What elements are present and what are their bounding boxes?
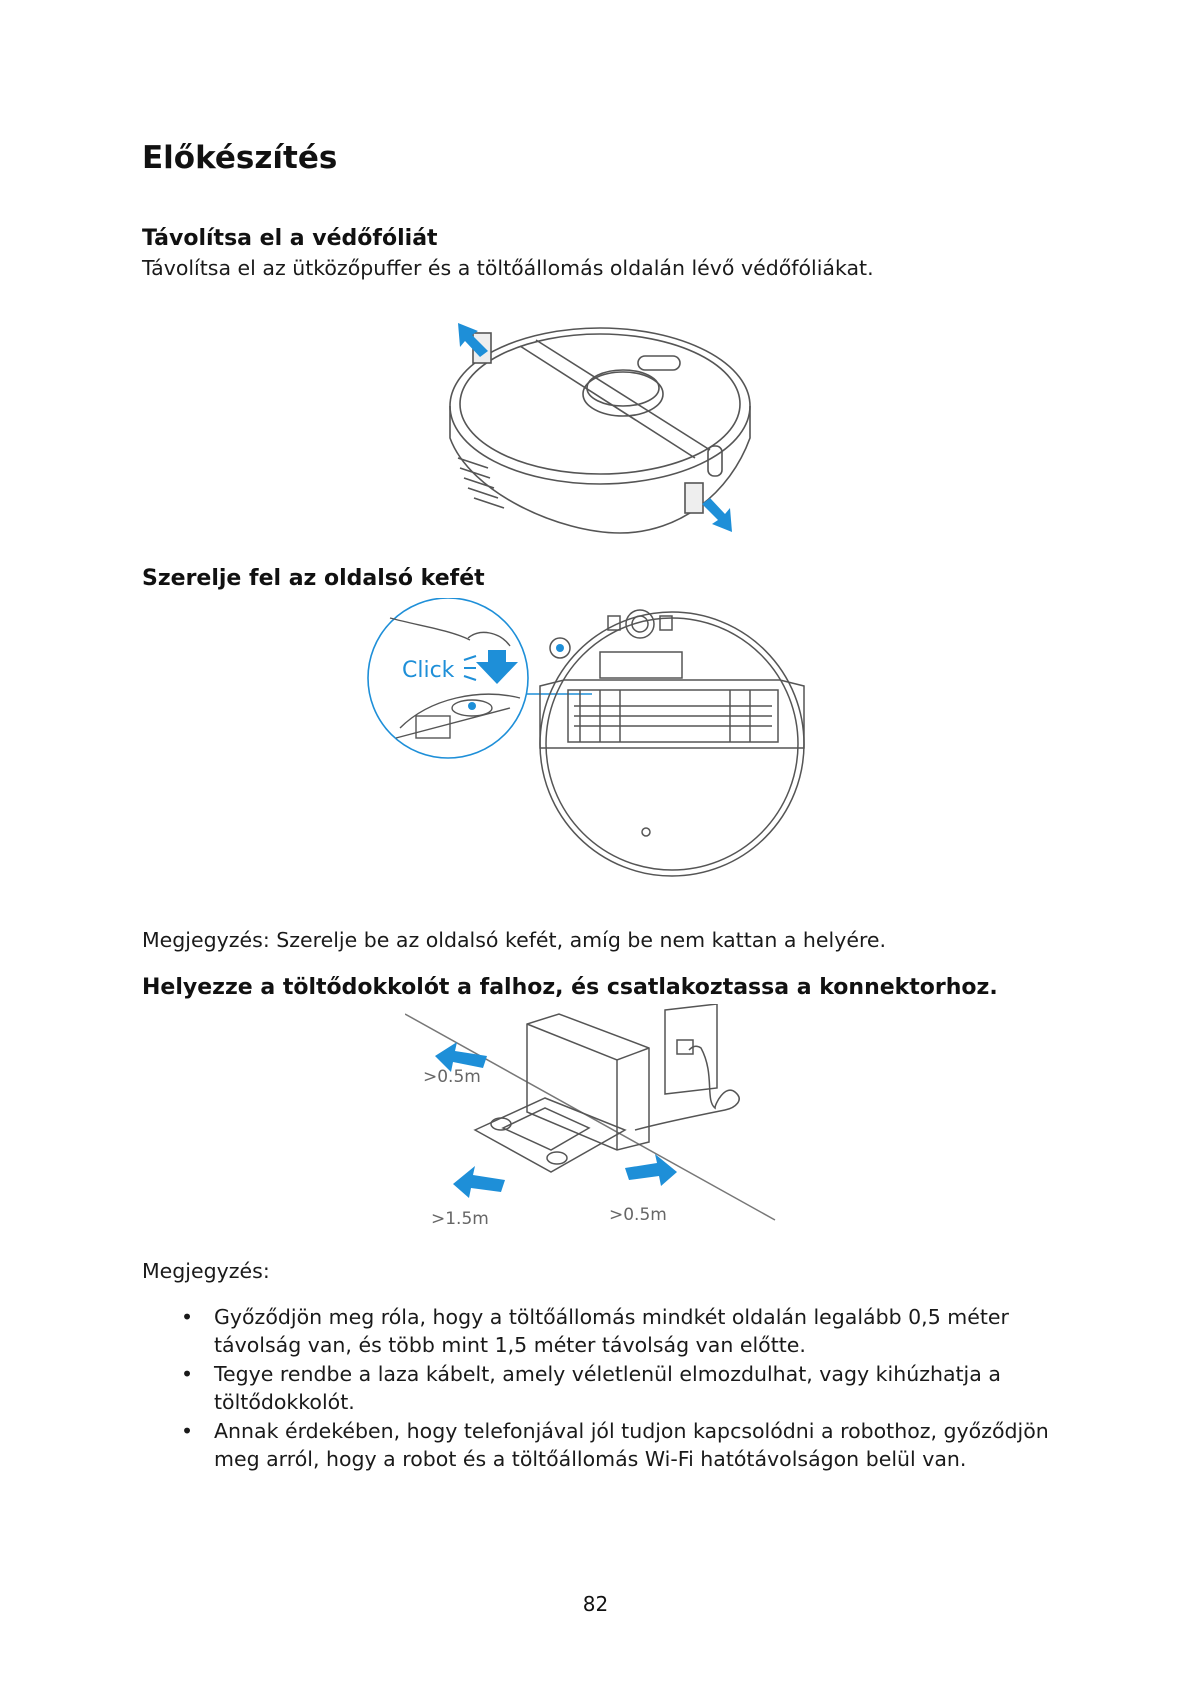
page-number: 82 [582,1592,609,1616]
note-label-dock: Megjegyzés: [142,1259,270,1283]
arrow-down-right-icon [625,1154,677,1186]
distance-left-label: >0.5m [423,1067,481,1087]
arrow-down-left-icon [453,1166,505,1198]
bullet-text: Győződjön meg róla, hogy a töltőállomás mindkét oldalán legalább 0,5 méter távolság van, és több mint 1,5 méter távolság van előtte. [214,1305,1009,1357]
section-heading-dock: Helyezze a töltődokkolót a falhoz, és csatlakoztassa a konnektorhoz. [142,975,998,1000]
section-text-remove-film: Távolítsa el az ütközőpuffer és a töltőállomás oldalán lévő védőfóliákat. [142,256,874,280]
bullet-item [142,1417,1062,1473]
bullet-item [142,1360,1062,1416]
click-label: Click [402,658,455,683]
bullet-text: Annak érdekében, hogy telefonjával jól tudjon kapcsolódni a robothoz, győződjön meg arról, hogy a robot és a töltőállomás Wi-Fi hatótávolságon belül van. [214,1419,1049,1471]
note-side-brush: Megjegyzés: Szerelje be az oldalsó kefét, amíg be nem kattan a helyére. [142,928,887,952]
bullet-icon: • [181,1305,194,1329]
arrow-down-right-icon [702,498,732,532]
robot-body-outline [450,328,750,484]
robot-underside-illustration [360,598,840,906]
distance-right-label: >0.5m [609,1205,667,1225]
charging-dock [527,1014,649,1150]
distance-front-label: >1.5m [431,1209,489,1229]
bullet-text: Tegye rendbe a laza kábelt, amely véletlenül elmozdulhat, vagy kihúzhatja a töltődokkolót. [214,1362,1001,1414]
robot-top-illustration [440,318,760,540]
dock-placement-illustration [405,1004,785,1236]
bullet-item [142,1303,1062,1359]
section-heading-side-brush: Szerelje fel az oldalsó kefét [142,566,485,591]
bullet-icon: • [181,1362,194,1386]
section-heading-remove-film: Távolítsa el a védőfóliát [142,226,438,251]
bullet-icon: • [181,1419,194,1443]
page-title: Előkészítés [142,140,338,176]
bullet-list [142,1303,1062,1474]
